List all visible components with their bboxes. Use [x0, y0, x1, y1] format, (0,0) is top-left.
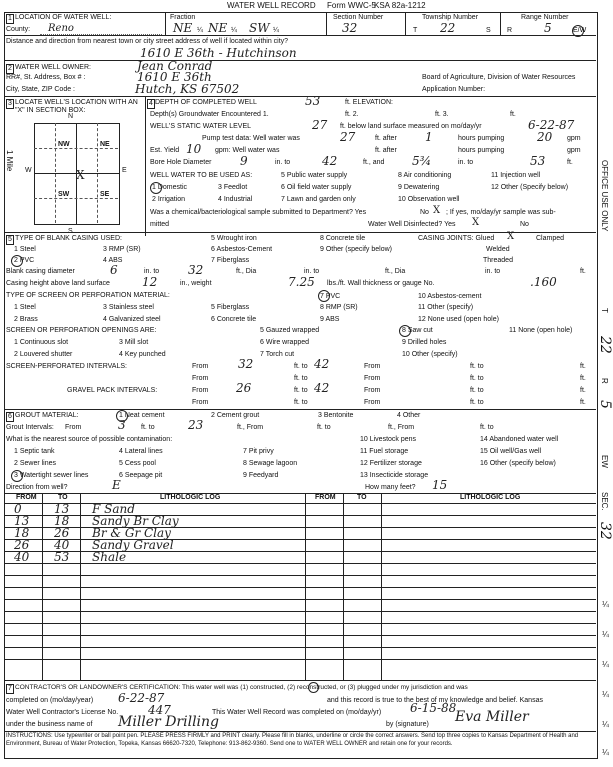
county-value[interactable]: Reno	[48, 23, 74, 34]
gravel-from[interactable]: 26	[236, 381, 252, 395]
screen-intervals-label: SCREEN-PERFORATED INTERVALS:	[6, 363, 127, 370]
static-date[interactable]: 6-22-87	[528, 118, 575, 132]
casing-diameter[interactable]: 6	[110, 263, 118, 277]
casing-depth[interactable]: 32	[188, 263, 204, 277]
glued-mark[interactable]: X	[507, 231, 515, 242]
form-title: WATER WELL RECORD	[227, 1, 316, 10]
owner-address[interactable]: 1610 E 36th	[137, 70, 212, 84]
bore-diameter-1[interactable]: 9	[240, 154, 248, 168]
bore-diameter-2[interactable]: 5¾	[412, 154, 432, 168]
pump-level[interactable]: 27	[340, 130, 356, 144]
range-label: Range Number	[521, 14, 569, 21]
office-section[interactable]: 32	[597, 522, 613, 540]
owner-city[interactable]: Hutch, KS 67502	[135, 82, 240, 96]
casing-diameter-label: Blank casing diameter	[6, 268, 75, 275]
chem-sample-label: Was a chemical/bacteriological sample submitted to Department? Yes	[150, 209, 367, 216]
completed-date[interactable]: 6-22-87	[118, 691, 165, 705]
office-range[interactable]: 5	[597, 400, 613, 409]
range-number[interactable]: 5	[544, 21, 552, 35]
casing-joints-label: CASING JOINTS: Glued	[418, 235, 495, 242]
depth-label: DEPTH OF COMPLETED WELL	[155, 99, 257, 106]
bore-depth-1[interactable]: 42	[322, 154, 338, 168]
bore-label: Bore Hole Diameter	[150, 159, 212, 166]
grout-intervals-label: Grout Intervals:	[6, 424, 54, 431]
office-use-label: OFFICE USE ONLY	[600, 160, 609, 232]
grout-to[interactable]: 23	[188, 418, 204, 432]
contamination-label: What is the nearest source of possible contamination:	[6, 436, 173, 443]
pump-hours[interactable]: 1	[425, 130, 433, 144]
screen-from[interactable]: 32	[238, 357, 254, 371]
screen-material-label: TYPE OF SCREEN OR PERFORATION MATERIAL:	[6, 292, 170, 299]
township-number[interactable]: 22	[440, 21, 456, 35]
est-yield-label: Est. Yield	[150, 147, 180, 154]
section-number-label: Section Number	[333, 14, 384, 21]
lithologic-log-header: LITHOLOGIC LOG	[160, 494, 221, 501]
owner-name[interactable]: Jean Conrad	[137, 59, 213, 73]
owner-label: WATER WELL OWNER:	[15, 64, 91, 71]
business-label: under the business name of	[6, 721, 93, 728]
openings-label: SCREEN OR PERFORATION OPENINGS ARE:	[6, 327, 157, 334]
est-yield[interactable]: 10	[186, 142, 202, 156]
location-label: LOCATION OF WATER WELL:	[15, 14, 112, 21]
direction-value[interactable]: E	[112, 478, 121, 492]
fraction-b[interactable]: NE	[208, 21, 228, 35]
address-label: RR#, St. Address, Box # :	[6, 74, 86, 81]
how-many-feet-label: How many feet?	[365, 484, 416, 491]
gravel-intervals-label: GRAVEL PACK INTERVALS:	[67, 387, 158, 394]
depth-value[interactable]: 53	[305, 94, 321, 108]
grout-from[interactable]: 3	[118, 418, 126, 432]
office-township[interactable]: 22	[597, 336, 613, 354]
casing-weight[interactable]: 7.25	[288, 275, 315, 289]
instructions: INSTRUCTIONS: Use typewriter or ball point pen. PLEASE PRESS FIRMLY and PRINT clearly. Please fill in blanks, underline or circle the correct answers. Send top three copies to Kansas Department of Health and Environment, Bureau of Water Protection, Topeka, Kansas 66620-7320, Telephone: 913-862-9360. Send one to WATER WELL OWNER and retain one for your records.	[6, 733, 579, 747]
bore-depth-2[interactable]: 53	[530, 154, 546, 168]
pump-test-label: Pump test data: Well water was	[202, 135, 300, 142]
pump-gpm[interactable]: 20	[537, 130, 553, 144]
groundwater-label: Depth(s) Groundwater Encountered 1.	[150, 111, 269, 118]
gravel-to[interactable]: 42	[314, 381, 330, 395]
casing-height-label: Casing height above land surface	[6, 280, 110, 287]
disinfected-yes-mark[interactable]: X	[472, 217, 480, 228]
casing-label: TYPE OF BLANK CASING USED:	[15, 235, 122, 242]
application-label: Application Number:	[422, 86, 486, 93]
chem-no-mark[interactable]: X	[433, 205, 441, 216]
city-label: City, State, ZIP Code :	[6, 86, 75, 93]
well-location-mark[interactable]: X	[76, 168, 85, 182]
static-label: WELL'S STATIC WATER LEVEL	[150, 123, 252, 130]
use-label: WELL WATER TO BE USED AS:	[150, 172, 253, 179]
range-ew: E/W	[573, 27, 587, 34]
county-label: County:	[6, 26, 31, 33]
business-name[interactable]: Miller Drilling	[118, 714, 220, 730]
section-number[interactable]: 32	[342, 21, 358, 35]
township-label: Township Number	[422, 14, 479, 21]
screen-to[interactable]: 42	[314, 357, 330, 371]
wall-gauge[interactable]: .160	[530, 275, 557, 289]
form-number: Form WWC-5	[327, 1, 376, 10]
record-date[interactable]: 6-15-88	[410, 701, 457, 715]
fraction-label: Fraction	[170, 14, 196, 21]
distance-label: Distance and direction from nearest town or city street address of well if located within city?	[6, 38, 289, 45]
distance-value[interactable]: 1610 E 36th - Hutchinson	[140, 46, 297, 60]
ksa-reference: KSA 82a-1212	[374, 1, 426, 10]
direction-label: Direction from well?	[6, 484, 68, 491]
static-value[interactable]: 27	[312, 118, 328, 132]
mile-label: 1 Mile	[5, 150, 14, 172]
certification-text: CONTRACTOR'S OR LANDOWNER'S CERTIFICATION: This water well was (1) constructed, (2) reconstructed, or (3) plugged under my jurisdiction and was	[15, 684, 468, 691]
contractor-signature[interactable]: Eva Miller	[455, 709, 529, 725]
locate-label: LOCATE WELL'S LOCATION WITH AN "X" IN SECTION BOX:	[15, 99, 138, 114]
fraction-a[interactable]: NE	[173, 21, 193, 35]
how-many-feet[interactable]: 15	[432, 478, 448, 492]
license-number[interactable]: 447	[148, 703, 171, 717]
casing-height[interactable]: 12	[142, 275, 158, 289]
board-label: Board of Agriculture, Division of Water Resources	[422, 74, 576, 81]
completed-label: completed on (mo/day/year)	[6, 697, 94, 704]
fraction-c[interactable]: SW	[249, 21, 270, 35]
grout-label: GROUT MATERIAL:	[15, 412, 79, 419]
disinfected-label: Water Well Disinfected? Yes	[368, 221, 456, 228]
license-label: Water Well Contractor's License No.	[6, 709, 119, 716]
